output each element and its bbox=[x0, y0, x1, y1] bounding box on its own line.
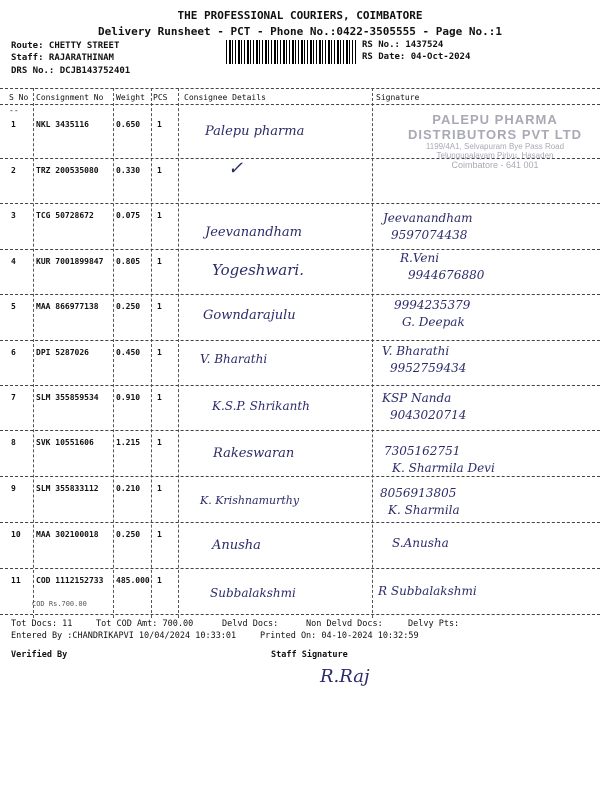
rs-number: RS No.: 1437524 bbox=[362, 40, 444, 50]
row-consignee: K.S.P. Shrikanth bbox=[212, 399, 310, 413]
row-consignee: V. Bharathi bbox=[200, 352, 268, 366]
row-consignment-no: KUR 7001899847 bbox=[36, 257, 104, 266]
row-divider bbox=[0, 430, 600, 431]
row-sno: 9 bbox=[11, 484, 16, 493]
barcode bbox=[226, 40, 356, 64]
col-divider bbox=[178, 88, 179, 618]
row-divider bbox=[0, 203, 600, 204]
row-divider bbox=[0, 340, 600, 341]
row-divider bbox=[0, 249, 600, 250]
row-sno: 11 bbox=[11, 576, 21, 585]
row-signature: R Subbalakshmi bbox=[378, 584, 477, 598]
row-sno: 3 bbox=[11, 211, 16, 220]
row-pcs: 1 bbox=[157, 438, 162, 447]
consignee-stamp: PALEPU PHARMA DISTRIBUTORS PVT LTD 1199/4A1, Selvapuram Bye Pass Road Telungupalayam Pirivu, Hasaden Coimbatore - 641 001 bbox=[407, 112, 583, 170]
route-label: Route: CHETTY STREET bbox=[11, 41, 120, 51]
row-divider bbox=[0, 522, 600, 523]
row-consignee: Anusha bbox=[212, 538, 261, 553]
col-header-consignment: Consignment No bbox=[36, 93, 104, 102]
row-sno: 2 bbox=[11, 166, 16, 175]
row-signature: R.Veni bbox=[400, 251, 440, 265]
row-pcs: 1 bbox=[157, 257, 162, 266]
row-consignment-no: TCG 50728672 bbox=[36, 211, 94, 220]
row-consignment-no: DPI 5287026 bbox=[36, 348, 89, 357]
row-divider bbox=[0, 476, 600, 477]
delivery-points: Delvy Pts: bbox=[408, 619, 460, 629]
rs-date: RS Date: 04-Oct-2024 bbox=[362, 52, 471, 62]
col-header-signature: Signature bbox=[376, 93, 420, 102]
row-consignment-no: COD 1112152733 bbox=[36, 576, 104, 585]
row-signature: V. Bharathi bbox=[382, 344, 450, 358]
row-sno: 5 bbox=[11, 302, 16, 311]
row-consignee: K. Krishnamurthy bbox=[200, 494, 300, 507]
staff-signature-label: Staff Signature bbox=[271, 650, 348, 660]
row-consignment-no: MAA 866977138 bbox=[36, 302, 99, 311]
row-weight: 0.250 bbox=[116, 530, 141, 539]
row-signature: 8056913805 bbox=[380, 486, 457, 500]
row-weight: 0.250 bbox=[116, 302, 141, 311]
drs-number: DRS No.: DCJB143752401 bbox=[11, 66, 131, 76]
row-pcs: 1 bbox=[157, 393, 162, 402]
row-signature: 7305162751 bbox=[384, 444, 461, 458]
row-signature-line2: K. Sharmila bbox=[388, 503, 460, 517]
row-consignee: Gowndarajulu bbox=[203, 308, 296, 323]
row-consignment-no: SLM 355833112 bbox=[36, 484, 99, 493]
verified-by: Verified By bbox=[11, 650, 68, 660]
row-sno: 7 bbox=[11, 393, 16, 402]
sno-dash: -- bbox=[9, 106, 19, 115]
col-divider bbox=[151, 88, 152, 618]
row-divider bbox=[0, 294, 600, 295]
delivered-docs: Delvd Docs: bbox=[222, 619, 279, 629]
row-consignment-no: TRZ 200535080 bbox=[36, 166, 99, 175]
row-weight: 0.805 bbox=[116, 257, 141, 266]
row-pcs: 1 bbox=[157, 120, 162, 129]
row-weight: 0.650 bbox=[116, 120, 141, 129]
row-signature-line2: K. Sharmila Devi bbox=[392, 461, 495, 475]
row-consignee: Rakeswaran bbox=[213, 446, 295, 461]
row-divider bbox=[0, 385, 600, 386]
row-signature-line2: 9043020714 bbox=[390, 408, 467, 422]
row-signature: KSP Nanda bbox=[382, 391, 452, 405]
row-consignee: Yogeshwari. bbox=[212, 261, 304, 279]
top-divider bbox=[0, 88, 600, 89]
row-consignment-no: SVK 10551606 bbox=[36, 438, 94, 447]
staff-label: Staff: RAJARATHINAM bbox=[11, 53, 114, 63]
row-weight: 0.075 bbox=[116, 211, 141, 220]
row-pcs: 1 bbox=[157, 302, 162, 311]
total-cod-amount: Tot COD Amt: 700.00 bbox=[96, 619, 194, 629]
runsheet-title: Delivery Runsheet - PCT - Phone No.:0422-3505555 - Page No.:1 bbox=[98, 25, 502, 38]
row-pcs: 1 bbox=[157, 166, 162, 175]
col-divider bbox=[372, 88, 373, 618]
total-docs: Tot Docs: 11 bbox=[11, 619, 73, 629]
col-divider bbox=[113, 88, 114, 618]
row-signature: 9994235379 bbox=[394, 298, 471, 312]
row-sno: 6 bbox=[11, 348, 16, 357]
row-consignee: Jeevanandham bbox=[205, 225, 302, 240]
col-header-pcs: PCS bbox=[153, 93, 168, 102]
cod-note: COD Rs.700.00 bbox=[32, 600, 87, 608]
row-signature: Jeevanandham bbox=[383, 211, 473, 225]
row-consignment-no: NKL 3435116 bbox=[36, 120, 89, 129]
col-header-sno: S No bbox=[9, 93, 29, 102]
row-consignment-no: SLM 355859534 bbox=[36, 393, 99, 402]
row-signature: S.Anusha bbox=[392, 536, 449, 550]
row-sno: 4 bbox=[11, 257, 16, 266]
col-header-consignee: Consignee Details bbox=[184, 93, 266, 102]
staff-signature: R.Raj bbox=[320, 666, 370, 687]
printed-on: Printed On: 04-10-2024 10:32:59 bbox=[260, 631, 419, 641]
non-delivered-docs: Non Delvd Docs: bbox=[306, 619, 383, 629]
row-pcs: 1 bbox=[157, 530, 162, 539]
row-pcs: 1 bbox=[157, 211, 162, 220]
row-consignee: Subbalakshmi bbox=[210, 586, 296, 600]
row-consignment-no: MAA 302100018 bbox=[36, 530, 99, 539]
row-sno: 1 bbox=[11, 120, 16, 129]
row-pcs: 1 bbox=[157, 484, 162, 493]
row-signature-line2: 9952759434 bbox=[390, 361, 467, 375]
row-weight: 0.450 bbox=[116, 348, 141, 357]
row-signature-line2: 9597074438 bbox=[391, 228, 468, 242]
entered-by: Entered By :CHANDRIKAPVI 10/04/2024 10:33:01 bbox=[11, 631, 237, 641]
row-weight: 0.330 bbox=[116, 166, 141, 175]
row-signature-line2: 9944676880 bbox=[408, 268, 485, 282]
row-signature-line2: G. Deepak bbox=[402, 315, 465, 329]
col-header-weight: Weight bbox=[116, 93, 145, 102]
row-sno: 10 bbox=[11, 530, 21, 539]
row-pcs: 1 bbox=[157, 348, 162, 357]
company-title: THE PROFESSIONAL COURIERS, COIMBATORE bbox=[177, 9, 423, 22]
footer-divider bbox=[0, 614, 600, 615]
row-consignee: Palepu pharma bbox=[205, 124, 305, 139]
header-divider bbox=[0, 104, 600, 105]
row-weight: 485.000 bbox=[116, 576, 150, 585]
col-divider bbox=[33, 88, 34, 618]
row-weight: 0.210 bbox=[116, 484, 141, 493]
row-divider bbox=[0, 568, 600, 569]
row-pcs: 1 bbox=[157, 576, 162, 585]
row-weight: 0.910 bbox=[116, 393, 141, 402]
row-sno: 8 bbox=[11, 438, 16, 447]
row-consignee: ✓ bbox=[228, 158, 244, 179]
row-weight: 1.215 bbox=[116, 438, 141, 447]
